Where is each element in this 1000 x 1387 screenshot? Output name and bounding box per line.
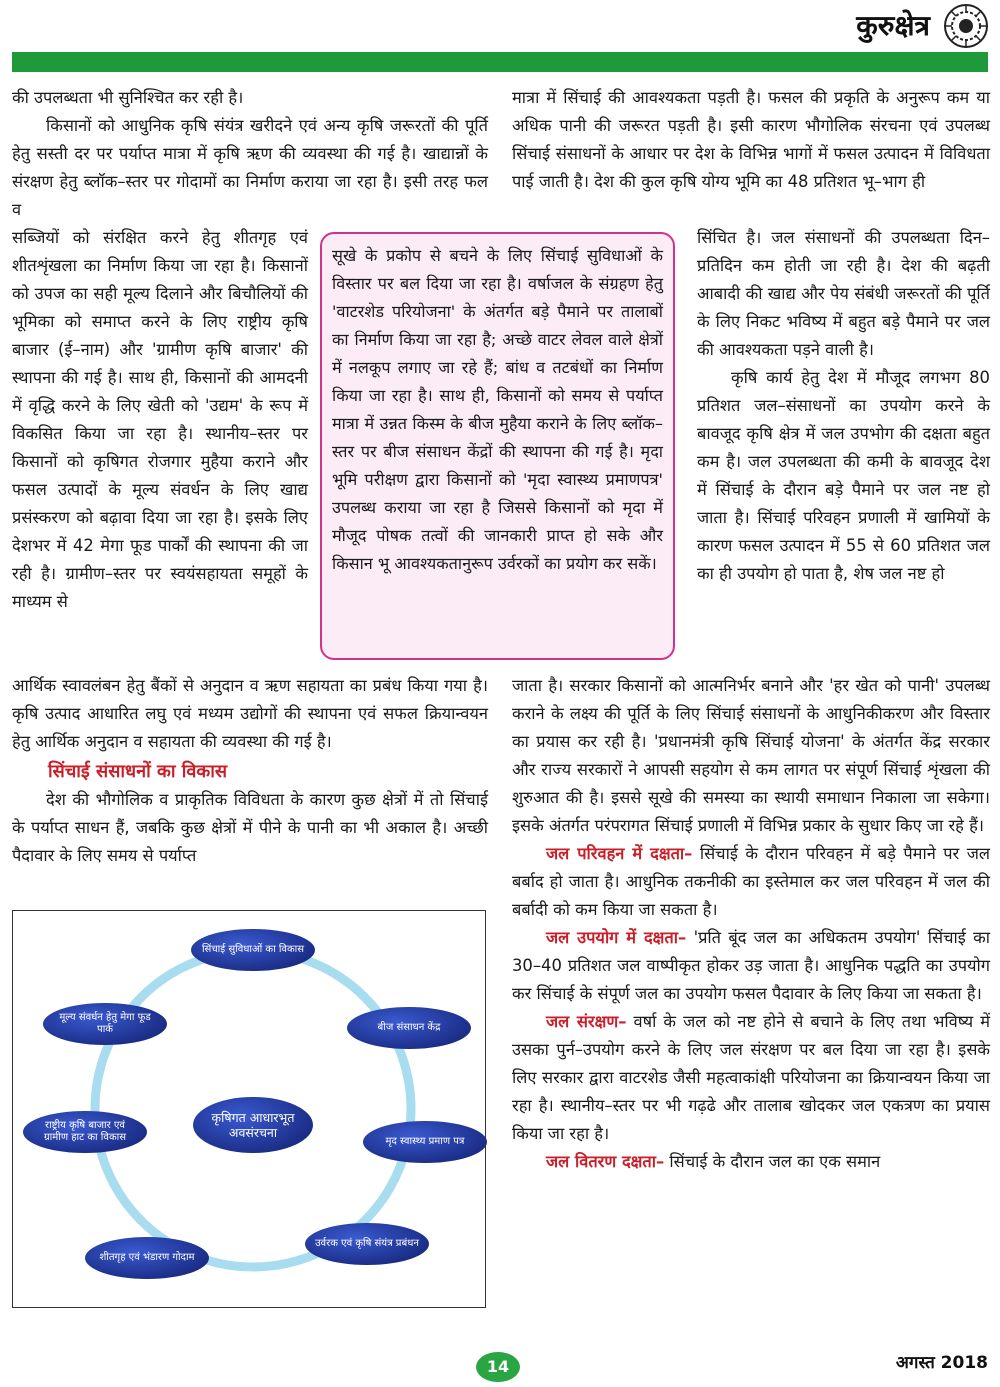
- left-column-bottom: [12, 672, 488, 870]
- paragraph: सिंचित है। जल संसाधनों की उपलब्धता दिन–प्रतिदिन कम होती जा रही है। देश की बढ़ती आबादी की खाद्य और पेय संबंधी जरूरतों की पूर्ति के लिए निकट भविष्य में बहुत बड़े पैमाने पर जल की आवश्यकता पड़ने वाली है।: [697, 228, 990, 359]
- infrastructure-diagram: [12, 910, 486, 1308]
- right-column-bottom: [512, 672, 990, 1176]
- right-column-top: [512, 84, 990, 196]
- header-rule: [12, 52, 988, 72]
- emblem-icon: [942, 2, 990, 50]
- node-fertilizer: उर्वरक एवं कृषि संयंत्र प्रबंधन: [305, 1223, 429, 1265]
- paragraph: आर्थिक स्वावलंबन हेतु बैंकों से अनुदान व ऋण सहायता का प्रबंध किया गया है। कृषि उत्पाद आधारित लघु एवं मध्यम उद्योगों की स्थापना एवं सफल क्रियान्वयन हेतु आर्थिक अनुदान व सहायता की व्यवस्था की गई है।: [12, 676, 488, 751]
- paragraph: [512, 1008, 990, 1148]
- paragraph-text: 'प्रति बूंद जल का अधिकतम उपयोग' सिंचाई का 30–40 प्रतिशत जल वाष्पीकृत होकर उड़ जाता है। आधुनिक पद्धति का उपयोग कर सिंचाई के संपूर्ण जल का उपयोग फसल पैदावार के लिए किया जा सकता है।: [512, 928, 990, 1003]
- node-cold-storage: शीतगृह एवं भंडारण गोदाम: [85, 1237, 209, 1279]
- paragraph: [512, 924, 990, 1008]
- paragraph: मात्रा में सिंचाई की आवश्यकता पड़ती है। फसल की प्रकृति के अनुरूप कम या अधिक पानी की जरूरत पड़ती है। इसी कारण भौगोलिक संरचना एवं उपलब्ध सिंचाई संसाधनों के आधार पर देश के विभिन्न भागों में फसल उत्पादन में विविधता पाई जाती है। देश की कुल कृषि योग्य भूमि का 48 प्रतिशत भू–भाग ही: [512, 88, 990, 191]
- callout-box: [320, 232, 675, 660]
- paragraph: की उपलब्धता भी सुनिश्चित कर रही है।: [12, 88, 244, 107]
- left-column-top: [12, 84, 488, 224]
- lead-heading: जल परिवहन में दक्षता–: [546, 844, 693, 863]
- page-number: 14: [476, 1352, 520, 1382]
- node-soil-health-card: मृद स्वास्थ्य प्रमाण पत्र: [363, 1121, 487, 1163]
- lead-heading: जल उपयोग में दक्षता–: [546, 928, 687, 947]
- lead-heading: जल वितरण दक्षता–: [546, 1152, 665, 1171]
- section-heading: सिंचाई संसाधनों का विकास: [48, 761, 228, 782]
- paragraph: [512, 840, 990, 924]
- right-column-narrow: [697, 224, 990, 588]
- lead-heading: जल संरक्षण–: [546, 1012, 627, 1031]
- node-food-park: मूल्य संवर्धन हेतु मेगा फूड पार्क: [43, 1003, 167, 1045]
- node-seed-centre: बीज संसाधन केंद्र: [347, 1007, 471, 1049]
- left-column-narrow: [12, 224, 308, 616]
- paragraph: सब्जियों को संरक्षित करने हेतु शीतगृह एवं शीतशृंखला का निर्माण किया जा रहा है। किसानों को उपज का सही मूल्य दिलाने और बिचौलियों की भूमिका को समाप्त करने के लिए राष्ट्रीय कृषि बाजार (ई–नाम) और 'ग्रामीण कृषि बाजार' की स्थापना की गई है। साथ ही, किसानों की आमदनी में वृद्धि करने के लिए खेती को 'उद्यम' के रूप में विकसित किया जा रहा है। स्थानीय–स्तर पर किसानों को कृषिगत रोजगार मुहैया कराने और फसल उत्पादों के मूल्य संवर्धन के लिए खाद्य प्रसंस्करण को बढ़ावा दिया जा रहा है। इसके लिए देशभर में 42 मेगा फूड पार्कों की स्थापना की जा रही है। ग्रामीण–स्तर पर स्वयंसहायता समूहों के माध्यम से: [12, 228, 308, 611]
- paragraph: [512, 1148, 990, 1176]
- paragraph-text: सिंचाई के दौरान जल का एक समान: [664, 1152, 881, 1171]
- callout-text: सूखे के प्रकोप से बचने के लिए सिंचाई सुविधाओं के विस्तार पर बल दिया जा रहा है। वर्षाजल के संग्रहण हेतु 'वाटरशेड परियोजना' के अंतर्गत बड़े पैमाने पर तालाबों का निर्माण किया जा रहा है; अच्छे वाटर लेवल वाले क्षेत्रों में नलकूप लगाए जा रहे हैं; बांध व तटबंधों का निर्माण किया जा रहा है। साथ ही, किसानों को समय से पर्याप्त मात्रा में उन्नत किस्म के बीज मुहैया कराने के लिए ब्लॉक–स्तर पर बीज संसाधन केंद्रों की स्थापना की गई है। मृदा भूमि परीक्षण द्वारा किसानों को 'मृदा स्वास्थ्य प्रमाणपत्र' उपलब्ध कराया जा रहा है जिससे किसानों को मृदा में मौजूद पोषक तत्वों की जानकारी प्राप्त हो सके और किसान भू आवश्यकतानुरूप उर्वरकों का प्रयोग कर सकें।: [332, 246, 663, 573]
- node-center: कृषिगत आधारभूत अवसंरचना: [193, 1097, 313, 1153]
- magazine-title: कुरुक्षेत्र: [856, 9, 930, 42]
- paragraph: कृषि कार्य हेतु देश में मौजूद लगभग 80 प्रतिशत जल–संसाधनों का उपयोग करने के बावजूद कृषि क्षेत्र में जल उपभोग की दक्षता बहुत कम है। जल उपलब्धता की कमी के बावजूद देश में सिंचाई के दौरान बड़े पैमाने पर जल नष्ट हो जाता है। सिंचाई परिवहन प्रणाली में खामियों के कारण फसल उत्पादन में 55 से 60 प्रतिशत जल का ही उपयोग हो पाता है, शेष जल नष्ट हो: [697, 368, 990, 583]
- paragraph: देश की भौगोलिक व प्राकृतिक विविधता के कारण कुछ क्षेत्रों में तो सिंचाई के पर्याप्त साधन हैं, जबकि कुछ क्षेत्रों में पीने के पानी का भी अकाल है। अच्छी पैदावार के लिए समय से पर्याप्त: [12, 790, 488, 865]
- issue-date: अगस्त 2018: [895, 1353, 988, 1373]
- node-irrigation: सिंचाई सुविधाओं का विकास: [191, 929, 315, 971]
- paragraph-text: सिंचाई के दौरान परिवहन में बड़े पैमाने पर जल बर्बाद हो जाता है। आधुनिक तकनीकी का इस्तेमाल कर जल परिवहन में जल की बर्बादी को कम किया जा सकता है।: [512, 844, 991, 919]
- paragraph: किसानों को आधुनिक कृषि संयंत्र खरीदने एवं अन्य कृषि जरूरतों की पूर्ति हेतु सस्ती दर पर पर्याप्त मात्रा में कृषि ऋण की व्यवस्था की गई है। खाद्यान्नों के संरक्षण हेतु ब्लॉक–स्तर पर गोदामों का निर्माण कराया जा रहा है। इसी तरह फल व: [12, 116, 488, 219]
- node-agri-market: राष्ट्रीय कृषि बाजार एवं ग्रामीण हाट का विकास: [23, 1111, 147, 1153]
- paragraph: जाता है। सरकार किसानों को आत्मनिर्भर बनाने और 'हर खेत को पानी' उपलब्ध कराने के लक्ष्य की पूर्ति के लिए सिंचाई संसाधनों के आधुनिकीकरण और विस्तार का प्रयास कर रही है। 'प्रधानमंत्री कृषि सिंचाई योजना' के अंतर्गत केंद्र सरकार और राज्य सरकारों ने आपसी सहयोग से कम लागत पर संपूर्ण सिंचाई शृंखला की शुरुआत की है। इससे सूखे की समस्या का स्थायी समाधान निकाला जा सकेगा। इसके अंतर्गत परंपरागत सिंचाई प्रणाली में विभिन्न प्रकार के सुधार किए जा रहे हैं।: [512, 676, 990, 835]
- paragraph-text: वर्षा के जल को नष्ट होने से बचाने के लिए तथा भविष्य में उसका पुर्न–उपयोग करने के लिए जल संरक्षण पर बल दिया जा रहा है। इसके लिए सरकार द्वारा वाटरशेड जैसी महत्वाकांक्षी परियोजना का क्रियान्वयन किया जा रहा है। स्थानीय–स्तर पर भी गढ़ढे और तालाब खोदकर जल एकत्रण का प्रयास किया जा रहा है।: [512, 1012, 990, 1143]
